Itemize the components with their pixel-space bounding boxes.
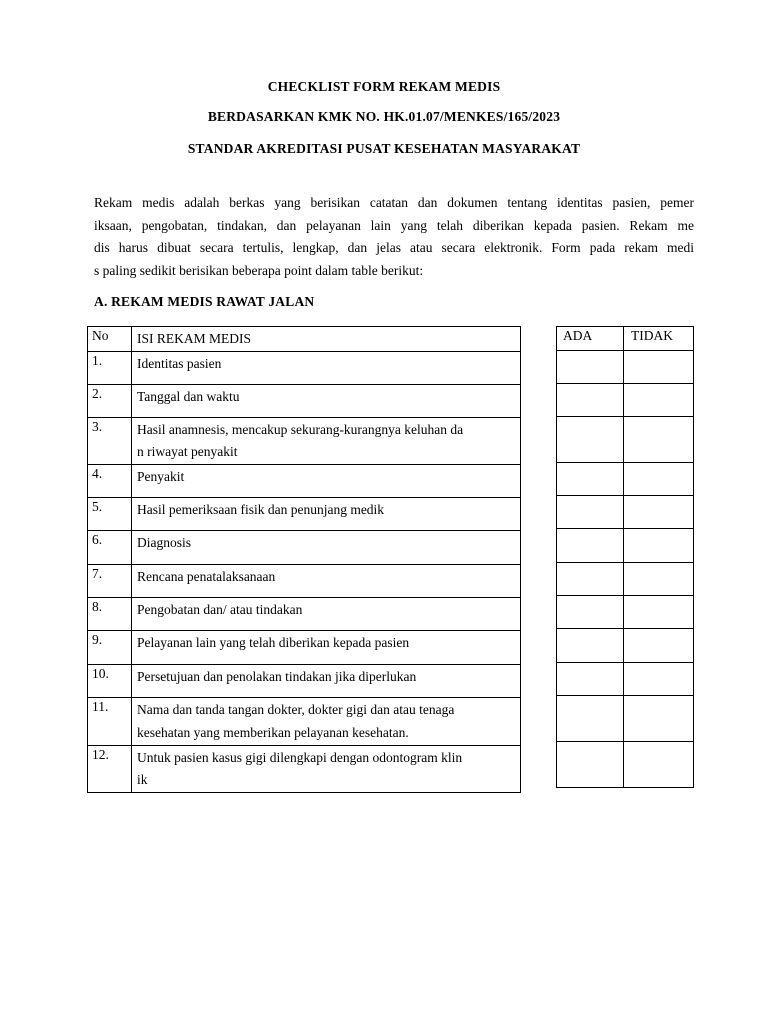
row-number: 6.	[88, 531, 132, 565]
checklist-row	[557, 696, 694, 742]
header-content: ISI REKAM MEDIS	[132, 327, 521, 352]
ada-checkbox-cell[interactable]	[557, 529, 624, 563]
header-tidak: TIDAK	[624, 327, 694, 351]
tidak-checkbox-cell[interactable]	[624, 596, 694, 629]
row-content	[132, 498, 521, 531]
table-row	[88, 631, 521, 665]
row-number: 9.	[88, 631, 132, 665]
row-content	[132, 565, 521, 598]
row-content	[132, 531, 521, 565]
row-content	[132, 351, 521, 384]
row-content-line: Nama dan tanda tangan dokter, dokter gigi dan atau tenaga	[137, 702, 455, 718]
tidak-checkbox-cell[interactable]	[624, 563, 694, 596]
table-row	[88, 698, 521, 745]
ada-checkbox-cell[interactable]	[557, 351, 624, 384]
table-row	[88, 465, 521, 498]
section-heading: A. REKAM MEDIS RAWAT JALAN	[94, 294, 315, 309]
intro-line: iksaan, pengobatan, tindakan, dan pelayanan lain yang telah diberikan kepada pasien. Rekam me	[94, 217, 694, 233]
checklist-header-row	[557, 327, 694, 351]
ada-checkbox-cell[interactable]	[557, 563, 624, 596]
row-number: 8.	[88, 598, 132, 631]
checklist-row	[557, 629, 694, 663]
checklist-row	[557, 529, 694, 563]
table-row	[88, 665, 521, 698]
table-row	[88, 417, 521, 464]
row-content	[132, 384, 521, 417]
checklist-row	[557, 496, 694, 529]
row-content-line: kesehatan yang memberikan pelayanan kesehatan.	[137, 724, 409, 740]
checklist-row	[557, 596, 694, 629]
row-content-line: Hasil anamnesis, mencakup sekurang-kurangnya keluhan da	[137, 421, 464, 437]
row-number: 4.	[88, 465, 132, 498]
row-content	[132, 745, 521, 792]
row-content-line: Pengobatan dan/ atau tindakan	[137, 602, 303, 618]
checklist-row	[557, 663, 694, 696]
row-number: 3.	[88, 417, 132, 464]
table-row	[88, 531, 521, 565]
row-content-line: Untuk pasien kasus gigi dilengkapi dengan odontogram klin	[137, 749, 463, 765]
header-no: No	[88, 327, 132, 352]
row-content-line: Diagnosis	[137, 535, 191, 551]
checklist-row	[557, 351, 694, 384]
table-row	[88, 351, 521, 384]
checklist-row	[557, 384, 694, 417]
ada-checkbox-cell[interactable]	[557, 463, 624, 496]
ada-checkbox-cell[interactable]	[557, 696, 624, 742]
row-content-line: Persetujuan dan penolakan tindakan jika diperlukan	[137, 669, 417, 685]
checklist-row	[557, 417, 694, 463]
table-row	[88, 384, 521, 417]
tidak-checkbox-cell[interactable]	[624, 696, 694, 742]
table-row	[88, 498, 521, 531]
row-content-line: ik	[137, 772, 148, 788]
intro-line: dis harus dibuat secara tertulis, lengkap, dan jelas atau secara elektronik. Form pada rekam medi	[94, 240, 694, 256]
tidak-checkbox-cell[interactable]	[624, 742, 694, 788]
row-number: 2.	[88, 384, 132, 417]
checklist-row	[557, 463, 694, 496]
row-content	[132, 631, 521, 665]
intro-paragraph	[94, 192, 694, 283]
tidak-checkbox-cell[interactable]	[624, 463, 694, 496]
checklist-row	[557, 742, 694, 788]
row-number: 1.	[88, 351, 132, 384]
tidak-checkbox-cell[interactable]	[624, 351, 694, 384]
ada-checkbox-cell[interactable]	[557, 384, 624, 417]
row-content-line: Rencana penatalaksanaan	[137, 569, 276, 585]
ada-checkbox-cell[interactable]	[557, 663, 624, 696]
tidak-checkbox-cell[interactable]	[624, 417, 694, 463]
row-number: 5.	[88, 498, 132, 531]
header-ada: ADA	[557, 327, 624, 351]
tidak-checkbox-cell[interactable]	[624, 529, 694, 563]
document-title: CHECKLIST FORM REKAM MEDIS	[267, 79, 501, 94]
row-number: 12.	[88, 745, 132, 792]
accreditation-standard: STANDAR AKREDITASI PUSAT KESEHATAN MASYARAKAT	[187, 141, 581, 156]
row-number: 11.	[88, 698, 132, 745]
tidak-checkbox-cell[interactable]	[624, 384, 694, 417]
intro-line: Rekam medis adalah berkas yang berisikan catatan dan dokumen tentang identitas pasien, pemer	[94, 195, 694, 210]
row-content	[132, 465, 521, 498]
row-number: 10.	[88, 665, 132, 698]
table-header-row	[88, 327, 521, 352]
medical-record-items-table	[87, 326, 521, 793]
row-number: 7.	[88, 565, 132, 598]
row-content	[132, 698, 521, 745]
row-content	[132, 417, 521, 464]
tidak-checkbox-cell[interactable]	[624, 663, 694, 696]
row-content-line: n riwayat penyakit	[137, 444, 238, 460]
checklist-row	[557, 563, 694, 596]
tidak-checkbox-cell[interactable]	[624, 629, 694, 663]
ada-checkbox-cell[interactable]	[557, 742, 624, 788]
row-content-line: Penyakit	[137, 469, 185, 485]
table-row	[88, 745, 521, 792]
row-content-line: Tanggal dan waktu	[137, 388, 240, 404]
tidak-checkbox-cell[interactable]	[624, 496, 694, 529]
table-row	[88, 565, 521, 598]
intro-line: s paling sedikit berisikan beberapa point dalam table berikut:	[94, 263, 424, 279]
row-content-line: Hasil pemeriksaan fisik dan penunjang medik	[137, 502, 385, 518]
row-content-line: Identitas pasien	[137, 355, 222, 371]
ada-checkbox-cell[interactable]	[557, 596, 624, 629]
regulation-basis: BERDASARKAN KMK NO. HK.01.07/MENKES/165/2023	[207, 109, 561, 124]
ada-checkbox-cell[interactable]	[557, 629, 624, 663]
ada-checkbox-cell[interactable]	[557, 417, 624, 463]
checklist-table	[556, 326, 694, 788]
row-content-line: Pelayanan lain yang telah diberikan kepada pasien	[137, 635, 410, 651]
row-content	[132, 665, 521, 698]
table-row	[88, 598, 521, 631]
ada-checkbox-cell[interactable]	[557, 496, 624, 529]
row-content	[132, 598, 521, 631]
